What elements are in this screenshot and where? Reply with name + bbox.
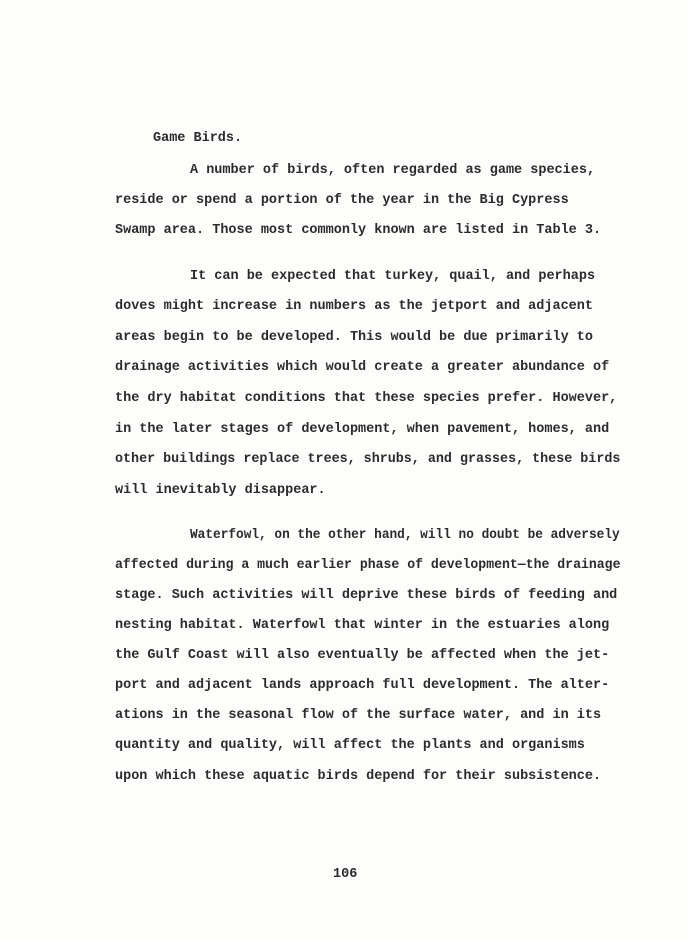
paragraph-2-line-4: drainage activities which would create a greater abundance of — [115, 360, 610, 375]
paragraph-2-line-7: other buildings replace trees, shrubs, and grasses, these birds — [115, 452, 621, 467]
paragraph-2-line-2: doves might increase in numbers as the jetport and adjacent — [115, 299, 593, 314]
paragraph-3-line-8: quantity and quality, will affect the plants and organisms — [115, 738, 585, 753]
paragraph-3-line-4: nesting habitat. Waterfowl that winter in the estuaries along — [115, 618, 610, 633]
paragraph-2-line-5: the dry habitat conditions that these species prefer. However, — [115, 391, 618, 406]
paragraph-2-line-8: will inevitably disappear. — [115, 483, 326, 498]
paragraph-3-line-3: stage. Such activities will deprive these birds of feeding and — [115, 588, 618, 603]
paragraph-2-line-3: areas begin to be developed. This would be due primarily to — [115, 330, 593, 345]
paragraph-1-line-2: reside or spend a portion of the year in the Big Cypress — [115, 193, 569, 208]
page-number: 106 — [333, 867, 358, 882]
paragraph-3-line-6: port and adjacent lands approach full development. The alter- — [115, 678, 610, 693]
paragraph-3-line-9: upon which these aquatic birds depend for their subsistence. — [115, 769, 602, 784]
paragraph-1-line-3: Swamp area. Those most commonly known are listed in Table 3. — [115, 223, 602, 238]
paragraph-2-line-1: It can be expected that turkey, quail, and perhaps — [190, 269, 596, 284]
paragraph-3-line-5: the Gulf Coast will also eventually be affected when the jet- — [115, 648, 610, 663]
section-heading: Game Birds. — [153, 131, 243, 146]
paragraph-3-line-1: Waterfowl, on the other hand, will no doubt be adversely — [190, 528, 620, 543]
paragraph-3-line-2: affected during a much earlier phase of development—the drainage — [115, 558, 621, 573]
paragraph-3-line-7: ations in the seasonal flow of the surface water, and in its — [115, 708, 602, 723]
paragraph-2-line-6: in the later stages of development, when pavement, homes, and — [115, 422, 610, 437]
paragraph-1-line-1: A number of birds, often regarded as game species, — [190, 163, 596, 178]
